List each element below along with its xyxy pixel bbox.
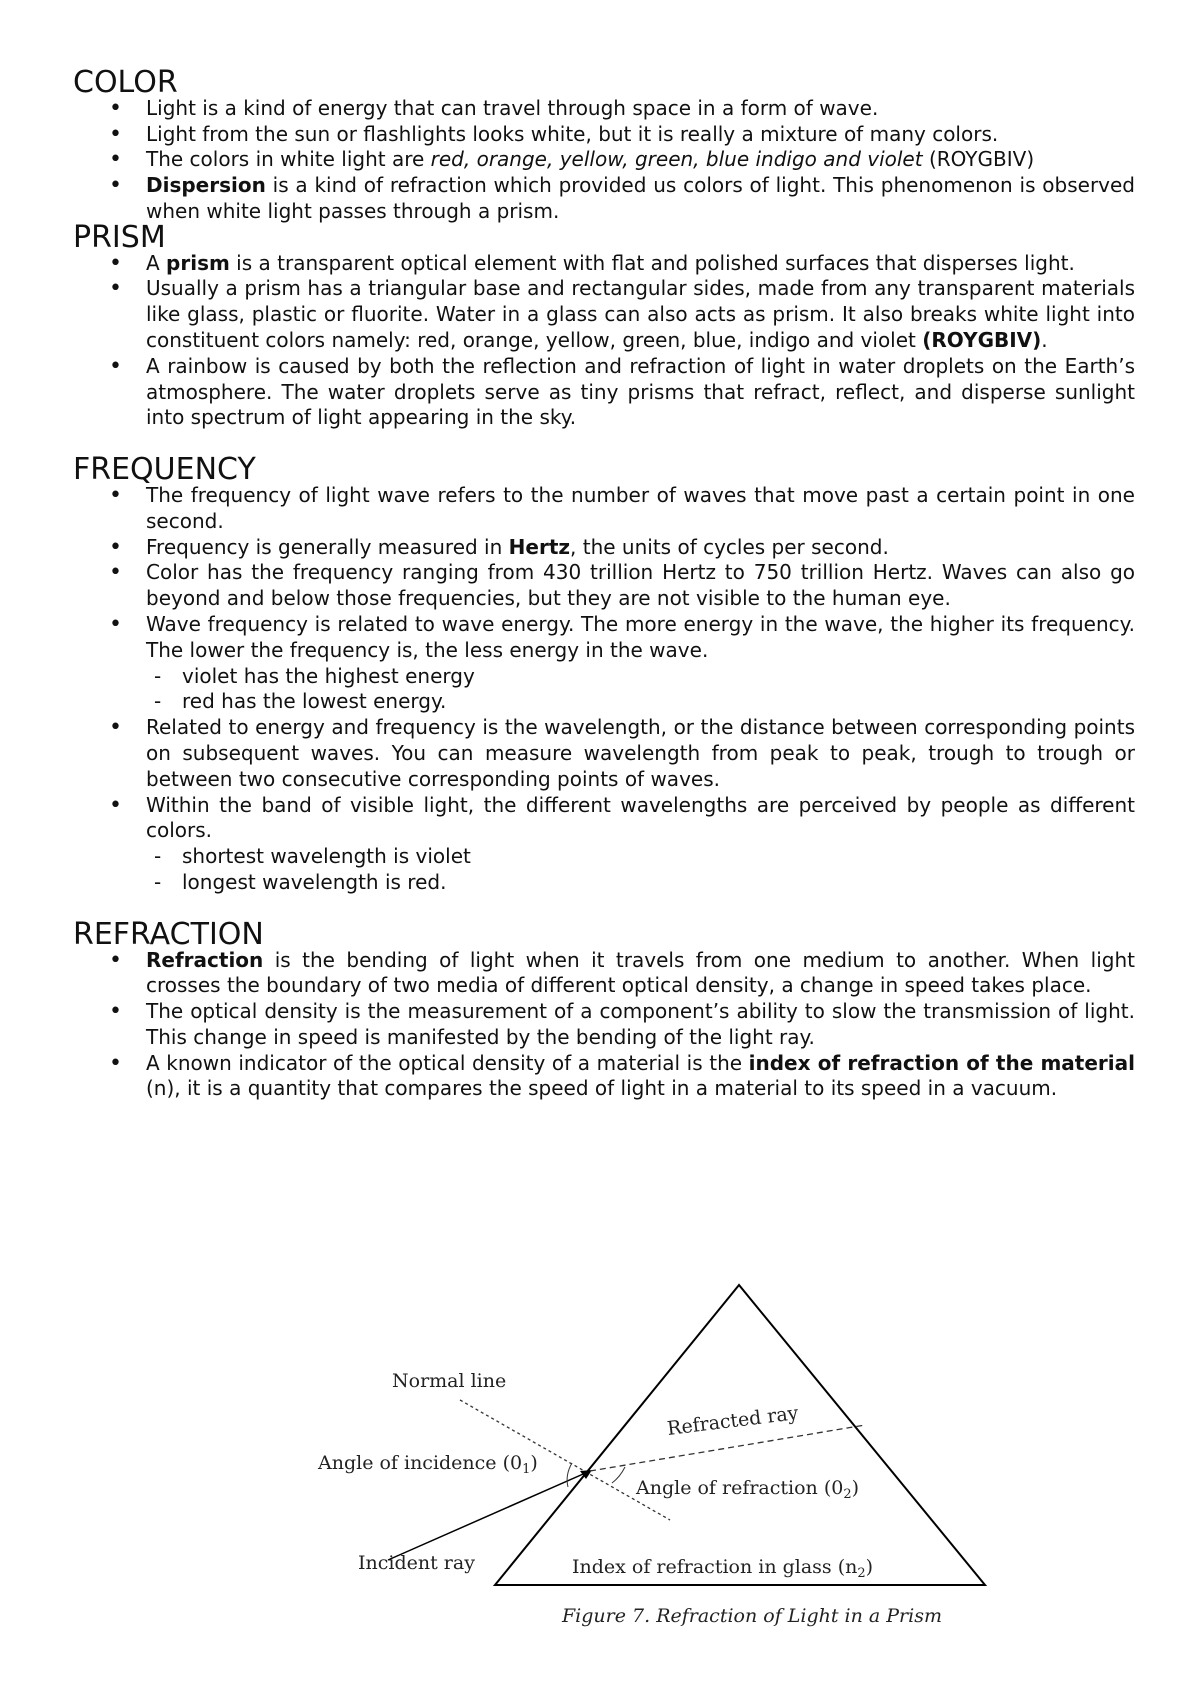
list-item: [73, 535, 1135, 561]
refraction-list: [73, 948, 1135, 1103]
list-item: [73, 276, 1135, 353]
list-item: • Light from the sun or flashlights looks white, but it is really a mixture of many colors.: [73, 122, 1135, 148]
prism-refraction-figure: [300, 1275, 1000, 1635]
label-incident-ray: Incident ray: [358, 1552, 475, 1574]
list-item: • Light is a kind of energy that can travel through space in a form of wave.: [73, 96, 1135, 122]
text-span: .: [1041, 327, 1048, 352]
text-span: (ROYGBIV): [922, 147, 1035, 172]
heading-refraction: REFRACTION: [73, 916, 264, 952]
list-item: [73, 173, 1135, 225]
text-span: , the units of cycles per second.: [570, 534, 889, 559]
incident-ray: [388, 1471, 590, 1560]
list-item: • The frequency of light wave refers to the number of waves that move past a certain point in one second.: [73, 483, 1135, 535]
sub-list: [146, 664, 1135, 716]
prism-triangle: [495, 1285, 985, 1585]
heading-color: COLOR: [73, 65, 178, 100]
text-span: Usually a prism has a triangular base and rectangular sides, made from any transparent materials like glass, plastic or fluorite. Water in a glass can also acts as prism. It also breaks white light into constituent colors namely: red, orange, yellow, green, blue, indigo and violet: [146, 276, 1135, 352]
text-span: is the bending of light when it travels from one medium to another. When light crosses the boundary of two media of different optical density, a change in speed takes place.: [146, 947, 1135, 998]
sub-list-item: - violet has the highest energy: [146, 664, 1135, 690]
list-item: • Color has the frequency ranging from 430 trillion Hertz to 750 trillion Hertz. Waves can also go beyond and below those frequencies, but they are not visible to the human eye.: [73, 560, 1135, 612]
heading-frequency: FREQUENCY: [73, 452, 256, 488]
label-angle-of-refraction: Angle of refraction $(0_2)$: [636, 1477, 860, 1502]
list-item: [73, 251, 1135, 277]
list-item: • Related to energy and frequency is the wavelength, or the distance between corresponding points on subsequent waves. You can measure wavelength from peak to peak, trough to trough or between two consecutive corresponding points of waves.: [73, 715, 1135, 792]
sub-list-item: - longest wavelength is red.: [146, 870, 1135, 896]
text-span: (n), it is a quantity that compares the speed of light in a material to its speed in a vacuum.: [146, 1076, 1058, 1101]
term-hertz: Hertz: [508, 534, 571, 559]
frequency-list: [73, 483, 1135, 896]
term-dispersion: Dispersion: [146, 173, 266, 198]
text-span: The colors in white light are: [146, 147, 431, 172]
prism-list: [73, 251, 1135, 432]
label-index-of-refraction: Index of refraction in glass $(n_2)$: [572, 1556, 874, 1581]
angle-of-refraction-arc: [612, 1467, 625, 1483]
prism-diagram: [300, 1275, 1000, 1635]
label-refracted-ray: Refracted ray: [665, 1402, 800, 1440]
sub-list-item: - red has the lowest energy.: [146, 689, 1135, 715]
list-item: [73, 948, 1135, 1000]
list-item: [73, 612, 1135, 715]
label-normal-line: Normal line: [392, 1370, 507, 1392]
document-body: [73, 65, 1135, 1102]
term-roygbiv: (ROYGBIV): [922, 327, 1042, 352]
list-item: [73, 793, 1135, 896]
figure-caption: Figure 7. Refraction of Light in a Prism: [562, 1605, 942, 1627]
list-item: • The optical density is the measurement of a component’s ability to slow the transmission of light. This change in speed is manifested by the bending of the light ray.: [73, 999, 1135, 1051]
angle-of-incidence-arc: [567, 1463, 572, 1487]
term-prism: prism: [166, 250, 230, 275]
text-span: is a transparent optical element with flat and polished surfaces that disperses light.: [229, 250, 1075, 275]
list-item: [73, 147, 1135, 173]
text-span: Frequency is generally measured in: [146, 534, 509, 559]
heading-prism: PRISM: [73, 219, 166, 255]
term-refraction: Refraction: [146, 947, 264, 972]
text-span: Wave frequency is related to wave energy. The more energy in the wave, the higher its frequency. The lower the frequency is, the less energy in the wave.: [146, 611, 1135, 662]
term-index-of-refraction: index of refraction of the material: [748, 1050, 1135, 1075]
sub-list: [146, 844, 1135, 896]
text-span: A known indicator of the optical density of a material is the: [146, 1050, 749, 1075]
text-span: is a kind of refraction which provided us colors of light. This phenomenon is observed when white light passes through a prism.: [146, 173, 1135, 223]
list-item: • A rainbow is caused by both the reflection and refraction of light in water droplets on the Earth’s atmosphere. The water droplets serve as tiny prisms that refract, reflect, and disperse sunlight into spectrum of light appearing in the sky.: [73, 354, 1135, 431]
list-item: [73, 1051, 1135, 1103]
label-angle-of-incidence: Angle of incidence $(0_1)$: [318, 1452, 538, 1477]
text-span: Within the band of visible light, the different wavelengths are perceived by people as different colors.: [146, 792, 1135, 843]
text-span: A: [146, 250, 167, 275]
color-names: red, orange, yellow, green, blue indigo and violet: [430, 147, 923, 172]
sub-list-item: - shortest wavelength is violet: [146, 844, 1135, 870]
color-list: [73, 96, 1135, 225]
